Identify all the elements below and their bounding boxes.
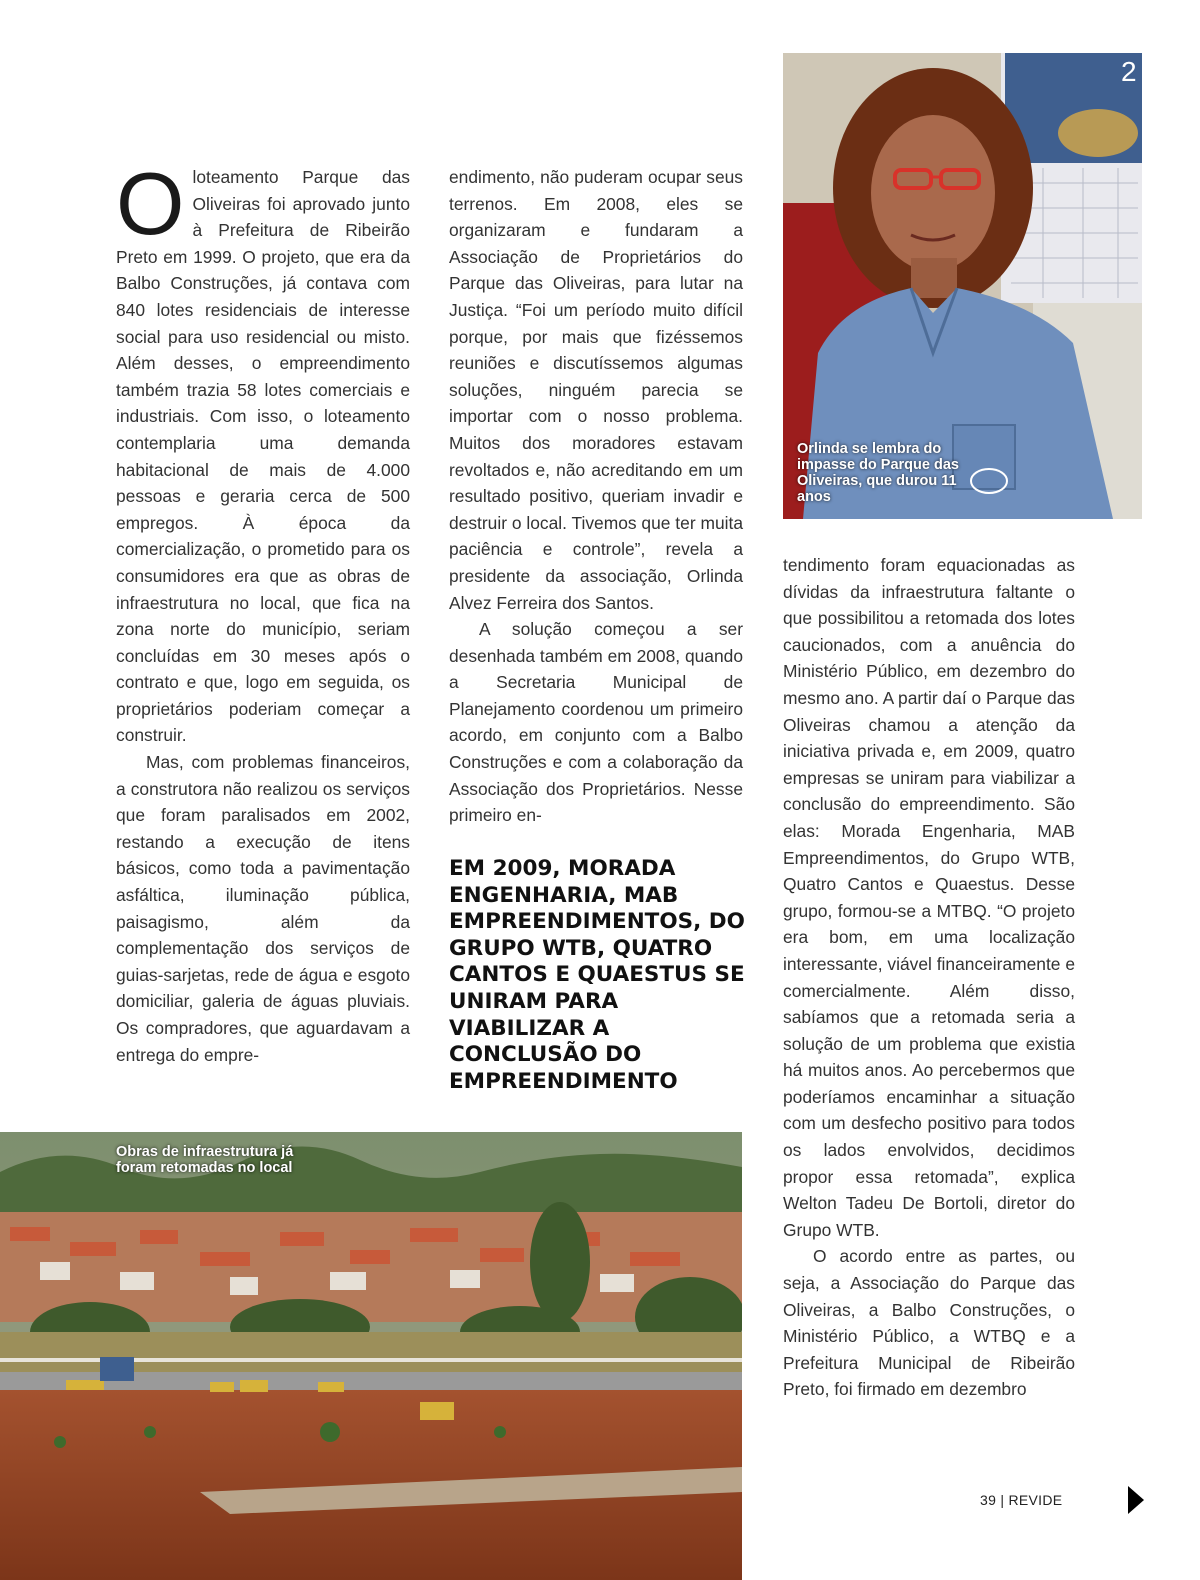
paragraph: Mas, com problemas financeiros, a construtora não realizou os serviços que foram paralisados em 2002, restando a execução de itens básicos, como toda a pavimentação asfáltica, iluminação pública, paisagismo, além da complementação dos serviços de guias-sarjetas, rede de água e esgoto domiciliar, galeria de águas pluviais. Os compradores, que aguardavam a entrega do empre-: [116, 752, 410, 1065]
paragraph: tendimento foram equacionadas as dívidas da infraestrutura faltante o que possibilitou a retomada dos lotes caucionados, com a anuência do Ministério Público, em dezembro do mesmo ano. A partir daí o Parque das Oliveiras chamou a atenção da iniciativa privada e, em 2009, quatro empresas se uniram para viabilizar a conclusão do empreendimento. São elas: Morada Engenharia, MAB Empreendimentos, do Grupo WTB, Quatro Cantos e Quaestus. Desse grupo, formou-se a MTBQ. “O projeto era bom, em uma localização interessante, viável financeiramente e comercialmente. Além disso, sabíamos que a retomada seria a solução de um problema que existia há muitos anos. Ao percebermos que poderíamos encaminhar a situação com um desfecho positivo para todos os lados envolvidos, decidimos propor essa retomada”, explica Welton Tadeu De Bortoli, diretor do Grupo WTB.: [783, 555, 1075, 1240]
portrait-photo: [783, 53, 1142, 519]
paragraph: endimento, não puderam ocupar seus terrenos. Em 2008, eles se organizaram e fundaram a Associação de Proprietários do Parque das Oliveiras, para lutar na Justiça. “Foi um período muito difícil porque, por mais que fizéssemos reuniões e discutíssemos algumas soluções, ninguém parecia se importar com o nosso problema. Muitos dos moradores estavam revoltados e, não acreditando em um resultado positivo, queriam invadir e destruir o local. Tivemos que ter muita paciência e controle”, revela a presidente da associação, Orlinda Alvez Ferreira dos Santos.: [449, 167, 743, 613]
triangle-right-icon[interactable]: [1126, 1484, 1146, 1516]
paragraph: A solução começou a ser desenhada também em 2008, quando a Secretaria Municipal de Planejamento coordenou um primeiro acordo, em conjunto com a Balbo Construções e com a colaboração da Associação dos Proprietários. Nesse primeiro en-: [449, 619, 743, 826]
article-column-1: [116, 154, 410, 1068]
page-folio: 39 | REVIDE: [980, 1492, 1063, 1508]
article-column-3: [783, 552, 1075, 1403]
portrait-caption: Orlinda se lembra do impasse do Parque das Oliveiras, que durou 11 anos: [797, 441, 959, 505]
drop-cap: O: [116, 154, 185, 253]
construction-photo: [0, 1132, 742, 1580]
landscape-caption: Obras de infraestrutura já foram retomadas no local: [116, 1144, 294, 1176]
paragraph: Oloteamento Parque das Oliveiras foi aprovado junto à Prefeitura de Ribeirão Preto em 1999. O projeto, que era da Balbo Construções, já contava com 840 lotes residenciais de interesse social para uso residencial ou misto. Além desses, o empreendimento também trazia 58 lotes comerciais e industriais. Com isso, o loteamento contemplaria uma demanda habitacional de mais de 4.000 pessoas e geraria cerca de 500 empregos. À época da comercialização, o prometido para os consumidores era que as obras de infraestrutura no local, que fica na zona norte do município, seriam concluídas em 30 meses após o contrato e que, logo em seguida, os proprietários poderiam começar a construir.: [116, 154, 410, 746]
landscape-illustration: [0, 1132, 742, 1580]
article-column-2: [449, 164, 743, 829]
paragraph: O acordo entre as partes, ou seja, a Associação do Parque das Oliveiras, a Balbo Construções, o Ministério Público, a WTBQ e a Prefeitura Municipal de Ribeirão Preto, foi firmado em dezembro: [783, 1246, 1075, 1400]
pull-quote: EM 2009, MORADA ENGENHARIA, MAB EMPREENDIMENTOS, DO GRUPO WTB, QUATRO CANTOS E QUAESTUS SE UNIRAM PARA VIABILIZAR A CONCLUSÃO DO EMPREENDIMENTO: [449, 856, 745, 1094]
calendar-number: 2: [1121, 56, 1137, 87]
